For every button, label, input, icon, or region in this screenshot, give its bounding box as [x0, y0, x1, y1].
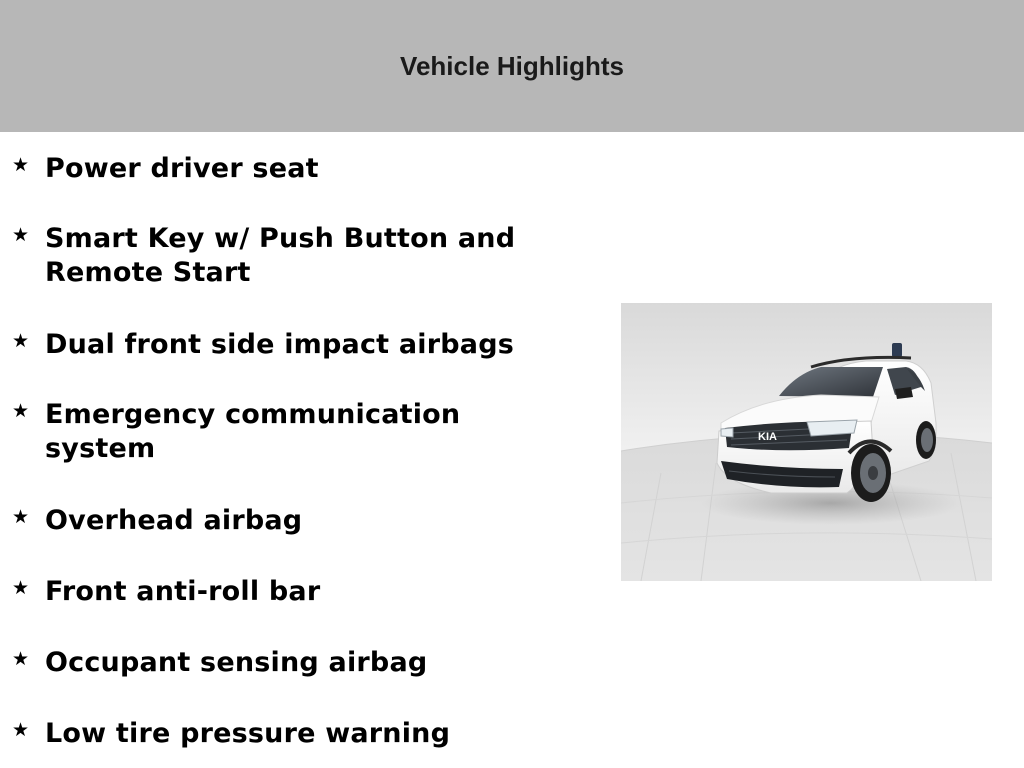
vehicle-photo — [621, 303, 992, 581]
star-icon: ★ — [12, 506, 30, 528]
feature-label: Power driver seat — [45, 153, 319, 184]
side-mirror — [895, 387, 913, 399]
star-icon: ★ — [12, 719, 30, 741]
star-icon: ★ — [12, 330, 30, 352]
feature-label: Low tire pressure warning — [45, 718, 451, 749]
suv-illustration — [621, 303, 992, 581]
feature-label: Front anti-roll bar — [45, 576, 321, 607]
feature-label: Occupant sensing airbag — [45, 647, 428, 678]
star-icon: ★ — [12, 400, 30, 422]
page-title: Vehicle Highlights — [400, 50, 624, 81]
feature-label: Dual front side impact airbags — [45, 329, 514, 360]
star-icon: ★ — [12, 648, 30, 670]
header-bar — [0, 0, 1024, 132]
rear-wheel — [916, 421, 936, 459]
front-wheel — [851, 444, 891, 502]
headlight-left — [721, 428, 733, 437]
feature-label: Emergency communication system — [45, 399, 461, 464]
kia-badge: KIA — [758, 431, 777, 443]
feature-label: Overhead airbag — [45, 505, 303, 536]
headlight-right — [807, 420, 857, 436]
star-icon: ★ — [12, 154, 30, 176]
star-icon: ★ — [12, 577, 30, 599]
feature-label: Smart Key w/ Push Button and Remote Start — [45, 223, 516, 288]
star-icon: ★ — [12, 224, 30, 246]
roof-antenna — [892, 343, 902, 357]
